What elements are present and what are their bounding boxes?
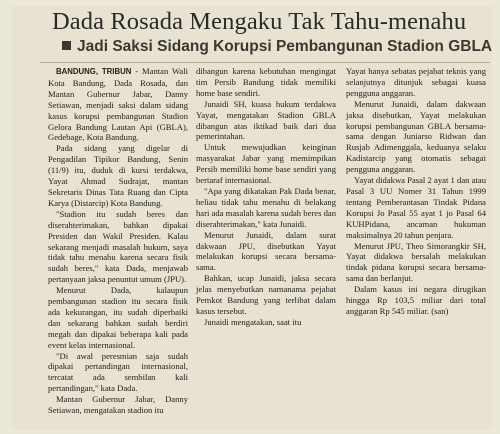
paragraph: Junaidi mengatakan, saat itu xyxy=(204,316,302,327)
article-subheadline xyxy=(62,38,492,56)
paragraph: Junaidi SH, kuasa hukum terdakwa Yayat, mengatakan Stadion GBLA dibangun atas iktikad baik dari dua pemerintahan. xyxy=(196,98,336,142)
paragraph: Bahkan, ucap Junaidi, jaksa secara jelas menyebutkan namanama pejabat Pemkot Bandung yang terlibat dalam kasus tersebut. xyxy=(196,273,336,316)
paragraph: Pada sidang yang digelar di Pengadilan Tipikor Bandung, Senin (11/9) itu, duduk di kursi terdakwa, Yayat Ahmad Sudrajat, mantan Sekretaris Dinas Tata Ruang dan Cipta Karya (Distarcip) Kota Bandung. xyxy=(48,143,188,208)
paragraph xyxy=(48,66,188,143)
paragraph: Menurut Junaidi, dalam surat dakwaan JPU, disebutkan Yayat melakukan korupsi secara bersama-sama. xyxy=(196,229,336,273)
article-headline: Dada Rosada Mengaku Tak Tahu-menahu xyxy=(52,8,467,35)
paragraph: Untuk mewujudkan keinginan masyarakat Jabar yang memimpikan Persib memiliki home base sendiri yang bertaraf internasional. xyxy=(196,142,336,186)
paragraph: Menurut Junaidi, dalam dakwaan jaksa disebutkan, Yayat melakukan korupsi pembangunan GBLA bersama-sama dengan Juniarso Ridwan dan Rusjab Adimenggala, keduanya selaku Kadistarcip yang otomatis sebagai pengguna anggaran. xyxy=(346,98,486,175)
paragraph-text: - Mantan Wali Kota Bandung, Dada Rosada, dan Mantan Gubernur Jabar, Danny Setiawan, menjadi saksi dalam sidang kasus korupsi pembangunan Stadion Gelora Bandung Lautan Api (GBLA), Gedebage, Kota Bandung. xyxy=(48,66,188,143)
headline-divider xyxy=(40,62,490,63)
paragraph: "Di awal peresmian saja sudah dipakai pertandingan internasional, tercatat ada sembilan kali pertandingan," kata Dada. xyxy=(48,350,188,394)
paragraph: Dalam kasus ini negara dirugikan hingga Rp 103,5 miliar dari total anggaran Rp 545 miliar. (san) xyxy=(346,284,486,316)
paragraph: dibangun karena kebutuhan mengingat tim Persib Bandung tidak memiliki home base sendiri. xyxy=(196,66,336,98)
paragraph: "Apa yang dikatakan Pak Dada benar, beliau tidak tahu menahu di belakang hari ada masalah karena sudah beres dan diserahterimakan," kata Junaidi. xyxy=(196,185,336,229)
article-column-3 xyxy=(346,66,486,317)
article-column-2 xyxy=(196,66,336,328)
square-bullet-icon xyxy=(62,41,71,50)
paragraph: "Stadion itu sudah beres dan diserahterimakan, bahkan dipakai Presiden dan Wakil Presiden. Kalau sekarang menjadi masalah hukum, saya tidak tahu menahu karena secara fisik sudah beres," kata Dada, menjawab pertanyaan jaksa penuntut umum (JPU). xyxy=(48,208,188,285)
paragraph: Yayat hanya sebatas pejabat teknis yang selanjutnya ditunjuk sebagai kuasa pengguna anggaran. xyxy=(346,66,486,98)
article-column-1 xyxy=(48,66,188,416)
paragraph: Menurut JPU, Theo Simorangkir SH, Yayat didakwa bersalah melakukan tindak pidana korupsi secara bersama-sama dan berlanjut. xyxy=(346,240,486,284)
paragraph: Yayat didakwa Pasal 2 ayat 1 dan atau Pasal 3 UU Nomer 31 Tahun 1999 tentang Pemberantasan Tindak Pidana Korupsi Jo Pasal 55 ayat 1 jo Pasal 64 KUHPidana, ancaman hukuman maksimalnya 20 tahun penjara. xyxy=(346,175,486,240)
paragraph: Mantan Gubernur Jabar, Danny Setiawan, mengatakan stadion itu xyxy=(48,394,188,416)
paragraph: Menurut Dada, kalaupun pembangunan stadion itu secara fisik ada kekurangan, itu sudah diperbaiki dan sekarang bahkan sudah berdiri megah dan dipakai beberapa kali pada event kelas internasional. xyxy=(48,285,188,350)
subheadline-text: Jadi Saksi Sidang Korupsi Pembangunan Stadion GBLA xyxy=(77,38,493,55)
dateline: BANDUNG, TRIBUN xyxy=(56,67,132,76)
